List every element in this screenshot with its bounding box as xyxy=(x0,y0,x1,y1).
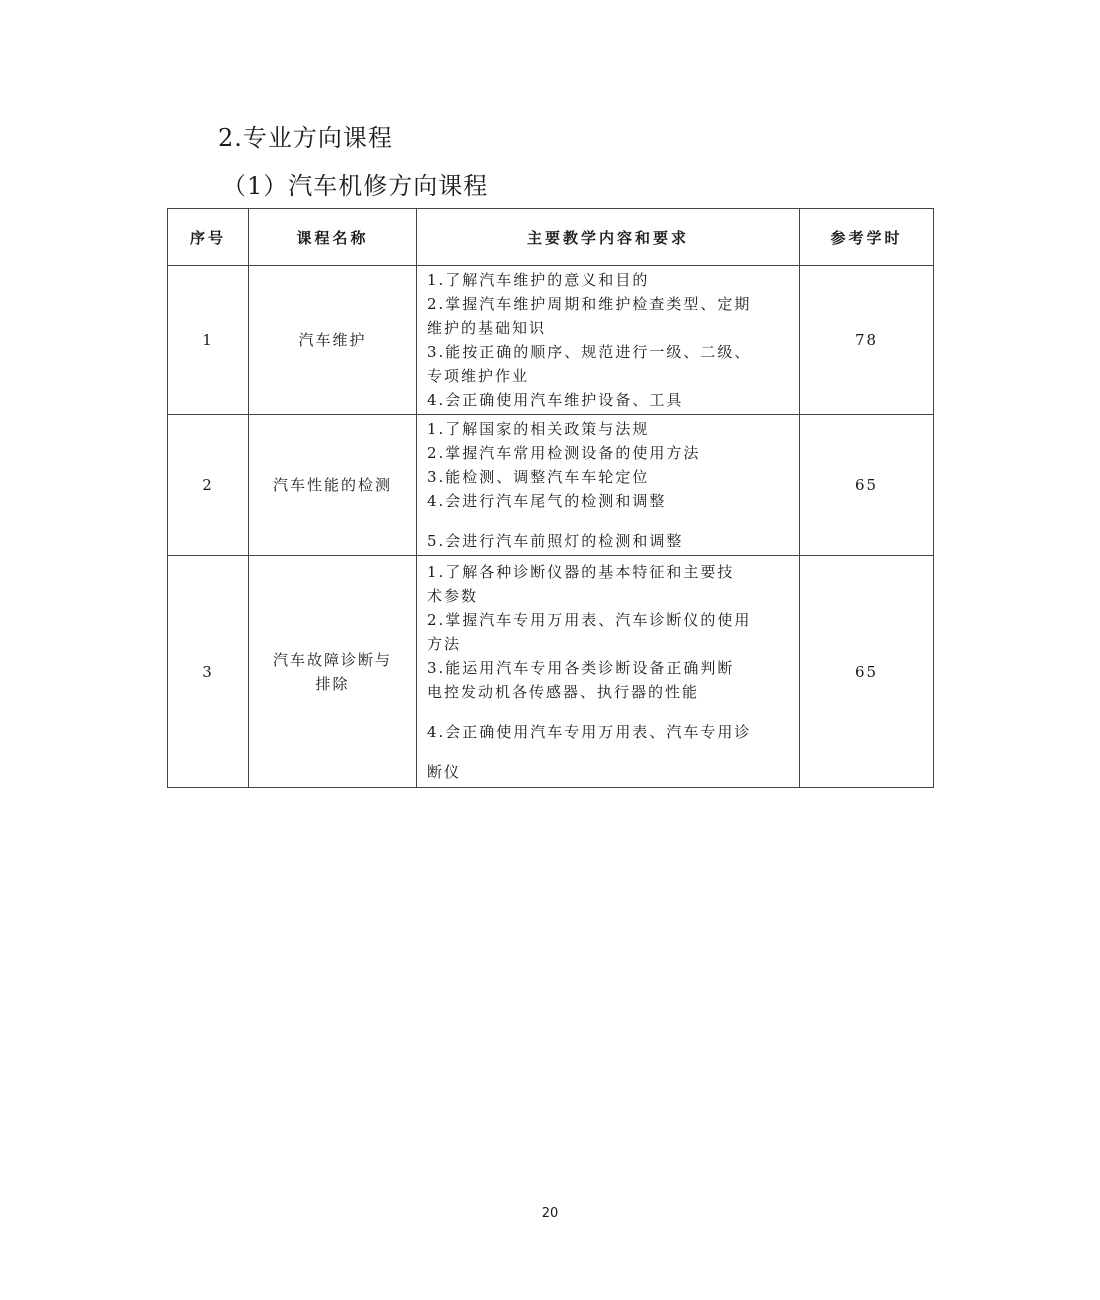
row-number: 3 xyxy=(168,556,249,788)
course-name xyxy=(249,415,417,556)
course-content xyxy=(417,415,800,556)
content-line: 4.会正确使用汽车专用万用表、汽车专用诊 xyxy=(427,722,752,741)
content-line: 2.掌握汽车专用万用表、汽车诊断仪的使用 xyxy=(427,610,752,629)
table-row xyxy=(168,266,934,415)
course-hours: 65 xyxy=(800,556,934,788)
course-name-line: 汽车维护 xyxy=(298,331,367,349)
content-line: 3.能运用汽车专用各类诊断设备正确判断 xyxy=(427,658,735,677)
course-table xyxy=(167,208,934,788)
content-line: 方法 xyxy=(427,634,462,653)
content-line: 1.了解国家的相关政策与法规 xyxy=(427,420,650,438)
course-content xyxy=(417,266,800,415)
content-line: 电控发动机各传感器、执行器的性能 xyxy=(427,682,700,701)
content-line: 5.会进行汽车前照灯的检测和调整 xyxy=(427,532,684,550)
content-line: 2.掌握汽车维护周期和维护检查类型、定期 xyxy=(427,295,752,313)
course-name xyxy=(249,266,417,415)
content-line: 专项维护作业 xyxy=(427,367,530,385)
row-number: 2 xyxy=(168,415,249,556)
content-line: 2.掌握汽车常用检测设备的使用方法 xyxy=(427,444,701,462)
header-number: 序号 xyxy=(168,209,249,266)
course-name-line: 汽车故障诊断与 xyxy=(272,650,392,669)
content-line: 4.会进行汽车尾气的检测和调整 xyxy=(427,492,667,510)
header-hours: 参考学时 xyxy=(800,209,934,266)
course-hours: 65 xyxy=(800,415,934,556)
course-name xyxy=(249,556,417,788)
content-line: 维护的基础知识 xyxy=(427,319,547,337)
table-row xyxy=(168,556,934,788)
content-line: 1.了解各种诊断仪器的基本特征和主要技 xyxy=(427,562,735,581)
content-line: 3.能检测、调整汽车车轮定位 xyxy=(427,468,650,486)
header-course-name: 课程名称 xyxy=(249,209,417,266)
course-name-line: 汽车性能的检测 xyxy=(272,476,392,494)
header-content: 主要教学内容和要求 xyxy=(417,209,800,266)
content-line: 3.能按正确的顺序、规范进行一级、二级、 xyxy=(427,343,752,361)
content-line: 4.会正确使用汽车维护设备、工具 xyxy=(427,391,684,409)
table-row xyxy=(168,415,934,556)
content-line: 断仪 xyxy=(427,762,462,781)
course-hours: 78 xyxy=(800,266,934,415)
subsection-heading: （1）汽车机修方向课程 xyxy=(222,172,489,200)
section-heading: 2.专业方向课程 xyxy=(218,124,393,152)
course-content xyxy=(417,556,800,788)
row-number: 1 xyxy=(168,266,249,415)
content-line: 1.了解汽车维护的意义和目的 xyxy=(427,271,650,289)
course-name-line: 排除 xyxy=(315,674,350,693)
content-line: 术参数 xyxy=(427,586,479,605)
table-header-row xyxy=(168,209,934,266)
page-number: 20 xyxy=(541,1206,559,1221)
